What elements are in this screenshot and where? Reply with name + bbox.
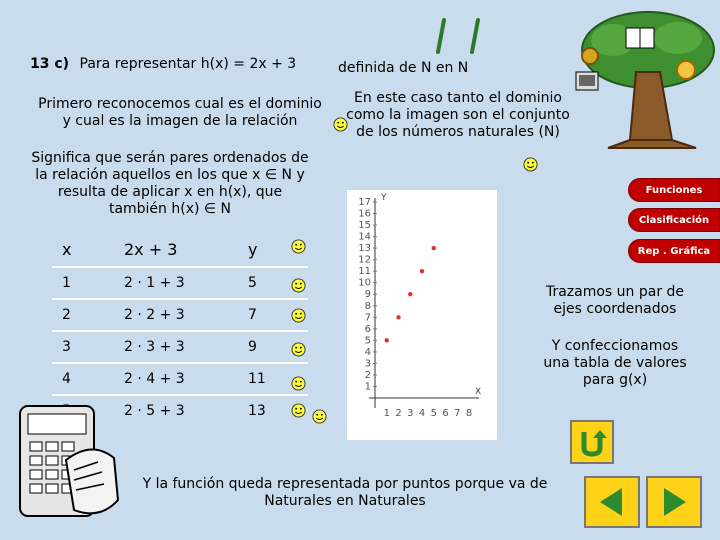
smiley-icon (291, 403, 306, 418)
smiley-icon (291, 278, 306, 293)
y-tick-label: 12 (358, 254, 371, 266)
table-row (52, 299, 308, 331)
table-row (52, 331, 308, 363)
data-point (432, 246, 436, 250)
smiley-icon (291, 308, 306, 323)
y-tick-label: 4 (364, 346, 371, 358)
axes-line-1: Trazamos un par de (545, 284, 685, 300)
title-suffix: definida de N en N (338, 60, 469, 76)
y-tick-label: 8 (364, 300, 371, 312)
y-tick-label: 15 (358, 220, 371, 232)
y-tick-label: 2 (364, 369, 371, 381)
values-table (52, 232, 308, 426)
cell-y: 5 (232, 267, 308, 299)
note-line-2: como la imagen son el conjunto (346, 107, 570, 123)
y-tick-label: 7 (364, 312, 371, 324)
cell-x: 2 (52, 299, 114, 331)
exercise-number: 13 c) (30, 56, 70, 72)
note-line-3: de los números naturales (N) (356, 124, 560, 140)
y-tick-label: 9 (364, 289, 371, 301)
meaning-text (14, 150, 326, 218)
cell-x: 3 (52, 331, 114, 363)
header-expression: 2x + 3 (114, 232, 232, 267)
table-instruction (530, 338, 700, 389)
cell-y: 9 (232, 331, 308, 363)
tree-illustration-icon (568, 10, 716, 150)
axes-instruction (530, 284, 700, 318)
y-tick-label: 10 (358, 277, 371, 289)
domain-note (338, 90, 578, 141)
smiley-icon (291, 342, 306, 357)
y-tick-label: 3 (364, 358, 371, 370)
arrow-right-icon (648, 478, 700, 526)
x-tick-label: 2 (395, 408, 402, 419)
cell-expression: 2 · 1 + 3 (114, 267, 232, 299)
header-x: x (52, 232, 114, 267)
y-tick-label: 11 (358, 266, 371, 278)
intro-text (30, 96, 330, 130)
quote-marks-icon (428, 18, 488, 58)
y-tick-label: 14 (358, 231, 371, 243)
smiley-icon (312, 409, 327, 424)
y-tick-label: 6 (364, 323, 371, 335)
note-line-1: En este caso tanto el dominio (354, 90, 562, 106)
cell-expression: 2 · 2 + 3 (114, 299, 232, 331)
meaning-line-3: resulta de aplicar x en h(x), que (57, 184, 283, 200)
chart-svg (347, 190, 497, 440)
intro-line-2: y cual es la imagen de la relación (62, 113, 298, 129)
data-point (420, 269, 424, 273)
conclusion-text (120, 476, 570, 510)
arrow-left-icon (586, 478, 638, 526)
x-tick-label: 1 (383, 408, 390, 419)
y-tick-label: 17 (358, 197, 371, 208)
cell-expression: 2 · 3 + 3 (114, 331, 232, 363)
x-tick-label: 3 (407, 408, 414, 419)
header-y: y (232, 232, 308, 267)
table-row (52, 267, 308, 299)
table-header-row (52, 232, 308, 267)
previous-button[interactable] (584, 476, 640, 528)
table-line-1: Y confeccionamos (551, 338, 679, 354)
cell-x: 4 (52, 363, 114, 395)
y-axis-label: Y (381, 193, 387, 203)
calculator-illustration-icon (14, 400, 124, 526)
return-arrow-button[interactable] (570, 420, 614, 464)
nav-funciones-button[interactable]: Funciones (628, 178, 720, 202)
x-tick-label: 5 (430, 408, 437, 419)
smiley-icon (291, 376, 306, 391)
axes-line-2: ejes coordenados (553, 301, 677, 317)
y-tick-label: 1 (364, 381, 371, 393)
y-tick-label: 13 (358, 243, 371, 255)
x-axis-label: X (475, 387, 482, 397)
smiley-icon (333, 117, 348, 132)
x-tick-label: 6 (442, 408, 449, 419)
cell-y: 11 (232, 363, 308, 395)
next-button[interactable] (646, 476, 702, 528)
cell-expression: 2 · 4 + 3 (114, 363, 232, 395)
conclusion-line-1: Y la función queda representada por puntos porque va de (142, 476, 548, 492)
title (30, 56, 296, 73)
cell-y: 7 (232, 299, 308, 331)
conclusion-line-2: Naturales en Naturales (264, 493, 426, 509)
cell-y: 13 (248, 403, 266, 419)
table-row (52, 363, 308, 395)
meaning-line-4: también h(x) ∈ N (108, 201, 232, 217)
data-point (408, 292, 412, 296)
intro-line-1: Primero reconocemos cual es el dominio (38, 96, 322, 112)
table-line-2: una tabla de valores (543, 355, 687, 371)
data-point (396, 315, 400, 319)
y-tick-label: 5 (364, 335, 371, 347)
nav-rep-grafica-button[interactable]: Rep . Gráfica (628, 239, 720, 263)
meaning-line-2: la relación aquellos en los que x ∈ N y (35, 167, 305, 183)
scatter-chart (347, 190, 497, 440)
cell-x: 1 (52, 267, 114, 299)
x-tick-label: 7 (454, 408, 461, 419)
x-tick-label: 8 (465, 408, 473, 419)
cell-expression: 2 · 5 + 3 (124, 403, 185, 419)
nav-clasificacion-button[interactable]: Clasificación (628, 208, 720, 232)
meaning-line-1: Significa que serán pares ordenados de (31, 150, 309, 166)
smiley-icon (291, 239, 306, 254)
data-point (385, 338, 389, 342)
x-tick-label: 4 (418, 408, 426, 419)
y-tick-label: 16 (358, 208, 371, 220)
title-text: Para representar h(x) = 2x + 3 (79, 56, 297, 72)
table-line-3: para g(x) (582, 372, 648, 388)
u-turn-arrow-icon (572, 422, 612, 462)
smiley-icon (523, 157, 538, 172)
